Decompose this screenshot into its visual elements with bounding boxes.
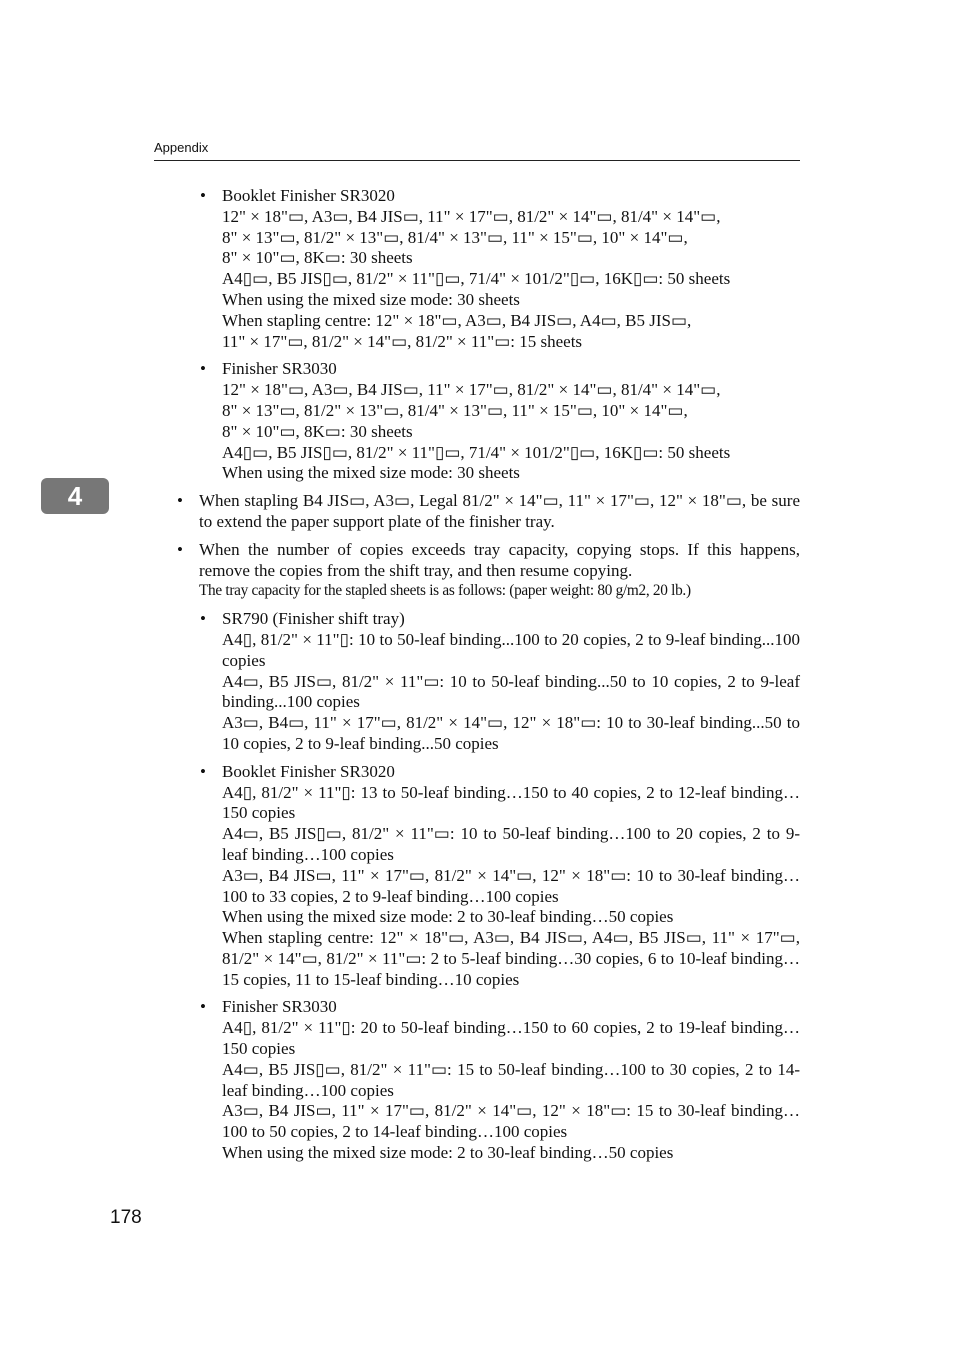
- chapter-tab: 4: [41, 478, 109, 514]
- item-title: Finisher SR3030: [222, 997, 337, 1017]
- list-item: • Finisher SR3030 A4▯, 81/2" × 11"▯: 20 to 50-leaf binding…150 to 60 copies, 2 to 19-leaf binding…150 copies A4▭, B5 JIS▯▭, 81/2" × 11"▭: 15 to 50-leaf binding…100 to 30 copies, 2 to 14-leaf binding…100 copies A3▭, B4 JIS▭, 11" × 17"▭, 81/2" × 14"▭, 12" × 18"▭: 15 to 30-leaf binding…100 to 50 copies, 2 to 14-leaf binding…100 copies When using the mixed size mode: 2 to 30-leaf binding…50 copies: [200, 997, 800, 1163]
- bullet-icon: •: [200, 609, 206, 629]
- bullet-icon: •: [177, 491, 183, 511]
- item-title: Finisher SR3030: [222, 359, 337, 379]
- item-title: Booklet Finisher SR3020: [222, 761, 395, 781]
- list-item: • When the number of copies exceeds tray capacity, copying stops. If this happens, remove the copies from the shift tray, and then resume copying. The tray capacity for the stapled sheets is as follows: (paper weight: 80 g/m2, 20 lb.) • SR790 (Finisher shift tray) A4▯, 81/2" × 11"▯: 10 to 50-leaf binding...100 to 20 copies, 2 to 9-leaf binding...100 copies A4▭, B5 JIS▭, 81/2" × 11"▭: 10 to 50-leaf binding...50 to 10 copies, 2 to 9-leaf binding...100 copies A3▭, B4▭, 11" × 17"▭, 81/2" × 14"▭, 12" × 18"▭: 10 to 30-leaf binding...50 to 10 copies, 2 to 9-leaf binding...50 copies • Booklet Finisher SR3020 A4▯, 81/2" × 11"▯: 13 to 50-leaf binding…150 to 40 copies, 2 to 12-leaf binding…150 copies A4▭, B5 JIS▯▭, 81/2" × 11"▭: 10 to 50-leaf binding…100 to 20 copies, 2 to 9-leaf binding…100 copies A3▭, B4 JIS▭, 11" × 17"▭, 81/2" × 14"▭, 12" × 18"▭: 10 to 30-leaf binding…100 to 33 copies, 2 to 9-leaf binding…100 copies When using the mixed size mode: 2 to 30-leaf binding…50 copies When stapling centre: 12" × 18"▭, A3▭, B4 JIS▭, A4▭, B5 JIS▭, 11" × 17"▭, 81/2" × 14"▭, 81/2" × 11"▭: 2 to 5-leaf binding…30 copies, 6 to 10-leaf binding…15 copies, 11 to 15-leaf binding…10 copies • Finisher SR3030 A4▯, 81/2" × 11"▯: 20 to 50-leaf binding…150 to 60 copies, 2 to 19-leaf binding…150 copies A4▭, B5 JIS▯▭, 81/2" × 11"▭: 15 to 50-leaf binding…100 to 30 copies, 2 to 14-leaf binding…100 copies A3▭, B4 JIS▭, 11" × 17"▭, 81/2" × 14"▭, 12" × 18"▭: 15 to 30-leaf binding…100 to 50 copies, 2 to 14-leaf binding…100 copies When using the mixed size mode: 2 to 30-leaf binding…50 copies: [177, 539, 800, 1163]
- list-item: • Booklet Finisher SR3020 A4▯, 81/2" × 11"▯: 13 to 50-leaf binding…150 to 40 copies, 2 to 12-leaf binding…150 copies A4▭, B5 JIS▯▭, 81/2" × 11"▭: 10 to 50-leaf binding…100 to 20 copies, 2 to 9-leaf binding…100 copies A3▭, B4 JIS▭, 11" × 17"▭, 81/2" × 14"▭, 12" × 18"▭: 10 to 30-leaf binding…100 to 33 copies, 2 to 9-leaf binding…100 copies When using the mixed size mode: 2 to 30-leaf binding…50 copies When stapling centre: 12" × 18"▭, A3▭, B4 JIS▭, A4▭, B5 JIS▭, 11" × 17"▭, 81/2" × 14"▭, 81/2" × 11"▭: 2 to 5-leaf binding…30 copies, 6 to 10-leaf binding…15 copies, 11 to 15-leaf binding…10 copies: [200, 761, 800, 989]
- item-title: SR790 (Finisher shift tray): [222, 609, 405, 629]
- item-title: Booklet Finisher SR3020: [222, 186, 395, 205]
- bullet-icon: •: [200, 186, 206, 205]
- running-header: [154, 138, 800, 161]
- bullet-icon: •: [200, 359, 206, 379]
- notes-list: [177, 491, 800, 1164]
- page-body: [177, 186, 800, 1164]
- stapled-capacity-list: [177, 609, 800, 1164]
- bullet-icon: •: [200, 761, 206, 781]
- list-item: • Booklet Finisher SR3020 12" × 18"▭, A3▭, B4 JIS▭, 11" × 17"▭, 81/2" × 14"▭, 81/4" × 14"▭, 8" × 13"▭, 81/2" × 13"▭, 81/4" × 13"▭, 11" × 15"▭, 10" × 14"▭, 8" × 10"▭, 8K▭: 30 sheets A4▯▭, B5 JIS▯▭, 81/2" × 11"▯▭, 71/4" × 101/2"▯▭, 16K▯▭: 50 sheets When using the mixed size mode: 30 sheets When stapling centre: 12" × 18"▭, A3▭, B4 JIS▭, A4▭, B5 JIS▭, 11" × 17"▭, 81/2" × 14"▭, 81/2" × 11"▭: 15 sheets: [200, 186, 800, 352]
- list-item: • Finisher SR3030 12" × 18"▭, A3▭, B4 JIS▭, 11" × 17"▭, 81/2" × 14"▭, 81/4" × 14"▭, 8" × 13"▭, 81/2" × 13"▭, 81/4" × 13"▭, 11" × 15"▭, 10" × 14"▭, 8" × 10"▭, 8K▭: 30 sheets A4▯▭, B5 JIS▯▭, 81/2" × 11"▯▭, 71/4" × 101/2"▯▭, 16K▯▭: 50 sheets When using the mixed size mode: 30 sheets: [200, 359, 800, 484]
- list-item: • SR790 (Finisher shift tray) A4▯, 81/2" × 11"▯: 10 to 50-leaf binding...100 to 20 copies, 2 to 9-leaf binding...100 copies A4▭, B5 JIS▭, 81/2" × 11"▭: 10 to 50-leaf binding...50 to 10 copies, 2 to 9-leaf binding...100 copies A3▭, B4▭, 11" × 17"▭, 81/2" × 14"▭, 12" × 18"▭: 10 to 30-leaf binding...50 to 10 copies, 2 to 9-leaf binding...50 copies: [200, 609, 800, 753]
- bullet-icon: •: [177, 539, 183, 559]
- page-number: 178: [110, 1207, 142, 1228]
- list-item: • When stapling B4 JIS▭, A3▭, Legal 81/2" × 14"▭, 11" × 17"▭, 12" × 18"▭, be sure to extend the paper support plate of the finisher tray.: [177, 491, 800, 531]
- bullet-icon: •: [200, 997, 206, 1017]
- section-title: Appendix: [154, 140, 209, 155]
- paper-capacity-list: [177, 186, 800, 484]
